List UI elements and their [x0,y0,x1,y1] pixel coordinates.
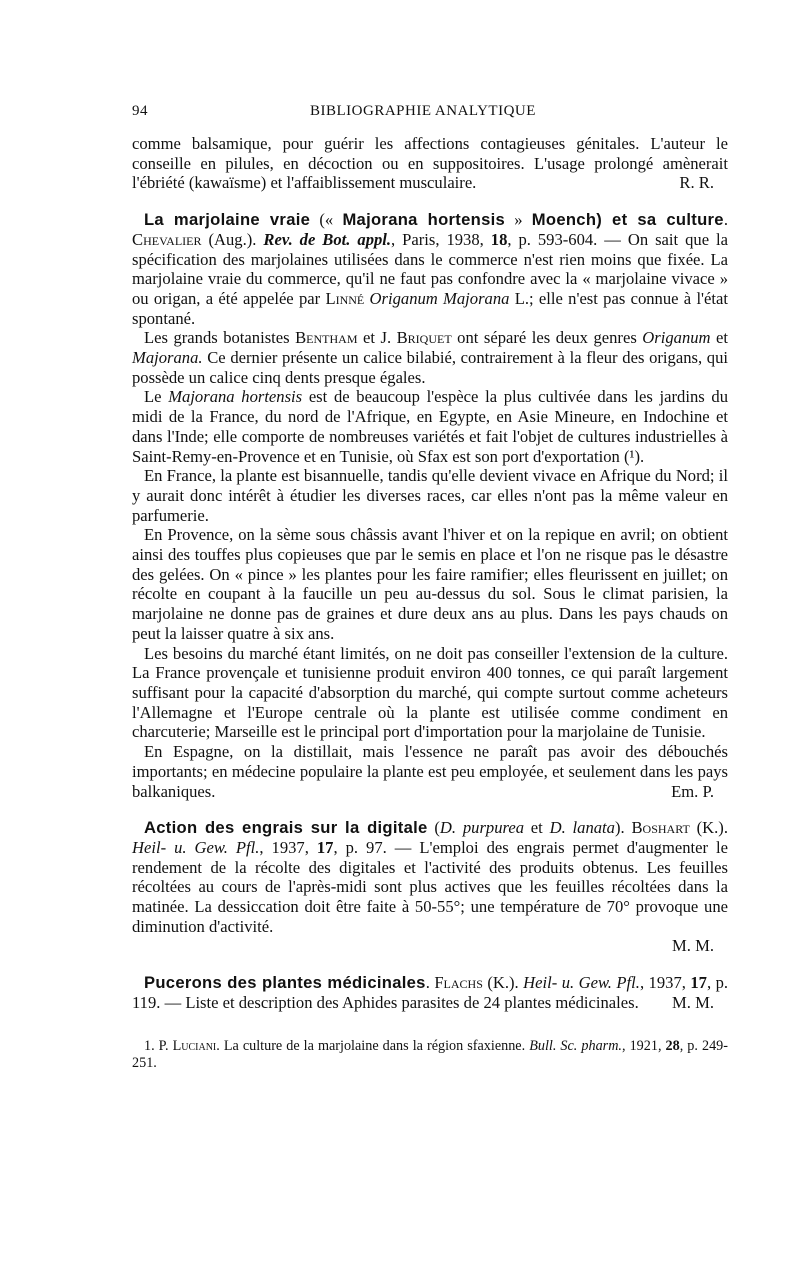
entry-marjolaine: La marjolaine vraie (« Majorana hortensis » Moench) et sa culture. Chevalier (Aug.). Rev. de Bot. appl., Paris, 1938, 18, p. 593-604. — On sait que la spécification des marjolaines utilisées dans le commerce n'est rien moins que fixée. La marjolaine vraie du commerce, qu'il ne faut pas confondre avec la « marjolaine vivace » ou origan, a été appelée par Linné Origanum Majorana L.; elle n'est pas connue à l'état spontané. [132,210,728,328]
intro-signature: R. R. [679,173,714,193]
species-name: Origanum Majorana [369,288,510,308]
footnote-text: , p. 249-251. [132,1037,728,1072]
paragraph: Les besoins du marché étant limités, on ne doit pas conseiller l'extension de la culture. La France provençale et tunisienne produit environ 400 tonnes, ce qui paraît largement suffisant pour la capacité d'absorption du marché, qui compte surtout comme acheteurs l'Allemagne et l'Europe centrale où la plante est utilisée comme condiment en charcuterie; Marseille est le principal port d'importation pour la marjolaine de Tunisie. [132,643,728,742]
text: Le [144,387,169,407]
paragraph: En Provence, on la sème sous châssis avant l'hiver et on la repique en avril; on obtient ainsi des touffes plus copieuses que par le semis en place et l'on ne risque pas le désastre des gelées. On « pince » les plantes pour les faire ramifier; elles fleurissent en juillet; on récolte en coupant à la faucille un peu au-dessus du sol. Sous le climat parisien, la marjolaine ne donne pas de graines et dure deux ans au plus. Dans les pays chauds on peut la laisser quatre à six ans. [132,525,728,643]
footnote-author: Luciani [172,1037,217,1054]
text: Les grands botanistes [144,328,296,348]
entry-body: , p. 119. — Liste et description des Aphides parasites de 24 plantes médicinales. [132,973,729,1012]
paragraph: En France, la plante est bisannuelle, tandis qu'elle devient vivace en Afrique du Nord; il y aurait donc intérêt à étudier les diverses races, car elles n'ont pas la même valeur en parfumerie. [132,466,728,525]
text: et J. [357,328,397,348]
entry-author: Boshart [631,818,690,838]
footnote-journal: Bull. Sc. pharm. [529,1037,622,1054]
text: Ce dernier présente un calice bilabié, contrairement à la fleur des origans, qui possède un calice cinq dents presque égales. [132,348,728,387]
entry-ref: , Paris, 1938, [391,229,491,249]
footnote-volume: 28 [665,1037,680,1054]
entry-title-paren: (« [319,210,343,230]
page-number: 94 [132,103,148,119]
entry-title-end: Moench) et sa culture [531,210,724,230]
running-head: BIBLIOGRAPHIE ANALYTIQUE [310,103,536,119]
text: En Espagne, on la distillait, mais l'essence ne paraît pas avoir des débouchés importants; en médecine populaire la plante est peu employée, et seulement dans les pays balkaniques. [132,742,728,801]
species-name: Majorana hortensis [168,387,303,407]
author-name: Briquet [396,328,452,348]
intro-text: comme balsamique, pour guérir les affections contagieuses génitales. L'auteur le conseille en pilules, en décoction ou en suppositoires. L'usage prolongé amènerait l'ébriété (kawaïsme) et l'affaiblissement musculaire. [132,134,728,193]
entry-volume: 17 [316,837,334,857]
entry-author: Chevalier [132,229,202,249]
entry-title-quote: » [505,210,532,230]
entry-digitale [132,818,728,936]
entry-pucerons [132,973,728,1012]
linne-name: Linné [325,288,365,308]
paragraph [132,387,728,466]
entry-ref: , 1937, [639,973,691,993]
entry-author: Flachs [434,973,483,993]
entry-signature: M. M. [672,992,714,1012]
entry-volume: 17 [690,973,707,993]
genus-name: Majorana. [132,348,203,368]
entry-signature: M. M. [672,936,714,956]
page-header [132,103,728,120]
species-name: D. lanata [549,818,615,838]
entry-title: Action des engrais sur la digitale [144,818,428,838]
footnote-text: , 1921, [621,1037,666,1054]
footnote-text: . La culture de la marjolaine dans la région sfaxienne. [216,1037,530,1054]
entry-volume: 18 [490,229,508,249]
text: ont séparé les deux genres [451,328,643,348]
entry-title-species: Majorana hortensis [342,210,506,230]
footnote-marker: 1. P. [144,1037,173,1054]
entry-title: Pucerons des plantes médicinales [144,973,426,993]
paragraph [132,328,728,387]
entry-author-initial: (K.). [689,818,728,838]
species-name: D. purpurea [439,818,524,838]
text: ( [427,818,440,838]
text: et [524,818,550,838]
paragraph [132,742,728,801]
entry-ref: , 1937, [259,837,317,857]
entry-body: , p. 593-604. — On sait que la spécification des marjolaines utilisées dans le commerce n'est rien moins que fixée. La marjolaine vraie du commerce, qu'il ne faut pas confondre avec la « marjolaine vivace » ou origan, a été appelée par [132,229,728,308]
intro-paragraph [132,134,728,193]
text: est de beaucoup l'espèce la plus cultivée dans les jardins du midi de la France, du nord de l'Afrique, en Egypte, en Asie Mineure, en Indochine et dans l'Inde; elle comporte de nombreuses variétés et fait l'objet de cultures industrielles à Saint-Remy-en-Provence et en Tunisie, où Sfax est son port d'exportation (¹). [132,387,728,466]
entry-journal: Rev. de Bot. appl. [263,229,392,249]
entry-body: , p. 97. — L'emploi des engrais permet d'augmenter le rendement de la récolte des digitales et l'activité des produits obtenus. Les feuilles récoltées au cours de l'après-midi sont plus actives que les feuilles récoltées dans la matinée. La dessiccation doit être faite à 50-55°; une température de 70° provoque une diminution d'activité. [132,837,728,936]
footnote [132,1038,728,1073]
entry-signature: Em. P. [671,781,714,801]
entry-author-initial: (Aug.). [208,229,257,249]
entry-author-initial: (K.). [482,973,524,993]
entry-journal: Heil- u. Gew. Pfl. [132,837,260,857]
entry-title: La marjolaine vraie [144,210,311,230]
text: et [710,328,729,348]
text: ). [614,818,625,838]
entry-journal: Heil- u. Gew. Pfl. [523,973,640,993]
author-name: Bentham [295,328,358,348]
text: . [425,973,435,993]
entry-body-end: L.; elle n'est pas connue à l'état spontané. [132,288,728,328]
genus-name: Origanum [642,328,711,348]
